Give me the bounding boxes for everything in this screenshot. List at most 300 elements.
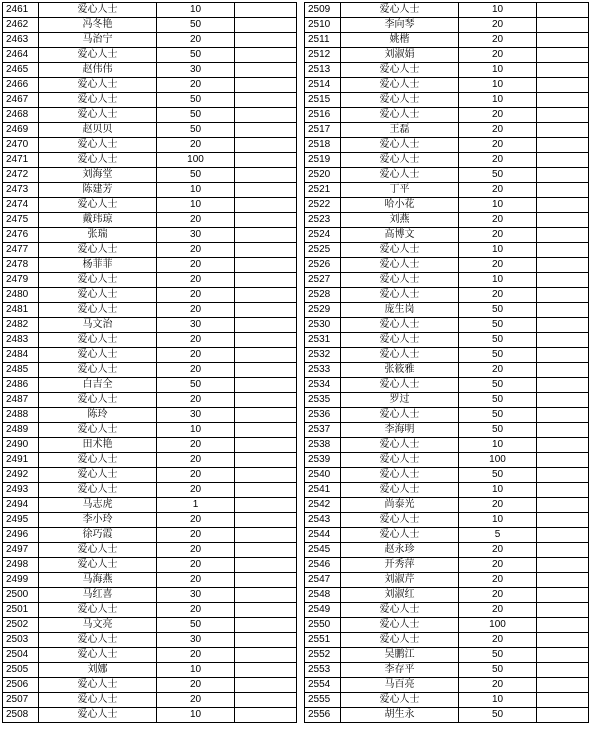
- table-row: [3, 3, 589, 18]
- remark-cell: [537, 513, 589, 528]
- row-number: 2483: [3, 333, 39, 348]
- row-number: 2488: [3, 408, 39, 423]
- table-row: [3, 138, 589, 153]
- donor-name: 爱心人士: [39, 198, 157, 213]
- remark-cell: [537, 528, 589, 543]
- donor-name: 刘淑娟: [341, 48, 459, 63]
- donation-amount: 10: [459, 513, 537, 528]
- donation-amount: 20: [157, 483, 235, 498]
- donation-amount: 5: [459, 528, 537, 543]
- column-gap: [297, 333, 305, 348]
- row-number: 2547: [305, 573, 341, 588]
- remark-cell: [537, 303, 589, 318]
- row-number: 2523: [305, 213, 341, 228]
- donation-amount: 50: [157, 618, 235, 633]
- table-row: [3, 618, 589, 633]
- row-number: 2500: [3, 588, 39, 603]
- remark-cell: [537, 93, 589, 108]
- remark-cell: [235, 483, 297, 498]
- donation-amount: 50: [459, 348, 537, 363]
- row-number: 2468: [3, 108, 39, 123]
- table-row: [3, 468, 589, 483]
- donor-name: 爱心人士: [39, 78, 157, 93]
- row-number: 2556: [305, 708, 341, 723]
- row-number: 2507: [3, 693, 39, 708]
- donation-amount: 30: [157, 63, 235, 78]
- table-row: [3, 333, 589, 348]
- remark-cell: [235, 258, 297, 273]
- row-number: 2502: [3, 618, 39, 633]
- row-number: 2546: [305, 558, 341, 573]
- donation-amount: 10: [459, 93, 537, 108]
- donation-amount: 10: [459, 63, 537, 78]
- donor-name: 爱心人士: [39, 363, 157, 378]
- donor-name: 王磊: [341, 123, 459, 138]
- donor-name: 陈建芳: [39, 183, 157, 198]
- column-gap: [297, 363, 305, 378]
- remark-cell: [235, 93, 297, 108]
- donation-amount: 20: [459, 543, 537, 558]
- table-row: [3, 348, 589, 363]
- column-gap: [297, 3, 305, 18]
- remark-cell: [235, 153, 297, 168]
- column-gap: [297, 93, 305, 108]
- donor-name: 爱心人士: [39, 288, 157, 303]
- row-number: 2550: [305, 618, 341, 633]
- row-number: 2549: [305, 603, 341, 618]
- donation-amount: 20: [157, 648, 235, 663]
- column-gap: [297, 108, 305, 123]
- remark-cell: [235, 288, 297, 303]
- column-gap: [297, 198, 305, 213]
- column-gap: [297, 123, 305, 138]
- row-number: 2528: [305, 288, 341, 303]
- remark-cell: [235, 393, 297, 408]
- row-number: 2544: [305, 528, 341, 543]
- donor-name: 开秀萍: [341, 558, 459, 573]
- remark-cell: [235, 318, 297, 333]
- table-row: [3, 258, 589, 273]
- donor-name: 庞生岗: [341, 303, 459, 318]
- column-gap: [297, 228, 305, 243]
- table-row: [3, 588, 589, 603]
- donor-name: 爱心人士: [341, 318, 459, 333]
- table-row: [3, 543, 589, 558]
- column-gap: [297, 513, 305, 528]
- row-number: 2518: [305, 138, 341, 153]
- remark-cell: [235, 363, 297, 378]
- column-gap: [297, 408, 305, 423]
- donation-amount: 20: [157, 78, 235, 93]
- remark-cell: [235, 228, 297, 243]
- donor-name: 赵贝贝: [39, 123, 157, 138]
- row-number: 2469: [3, 123, 39, 138]
- donor-name: 爱心人士: [341, 168, 459, 183]
- donation-table: [2, 2, 589, 723]
- row-number: 2494: [3, 498, 39, 513]
- row-number: 2466: [3, 78, 39, 93]
- donation-amount: 10: [459, 483, 537, 498]
- row-number: 2537: [305, 423, 341, 438]
- donor-name: 罗过: [341, 393, 459, 408]
- table-row: [3, 573, 589, 588]
- row-number: 2511: [305, 33, 341, 48]
- donor-name: 马百亮: [341, 678, 459, 693]
- row-number: 2485: [3, 363, 39, 378]
- column-gap: [297, 168, 305, 183]
- column-gap: [297, 648, 305, 663]
- donor-name: 张筱雅: [341, 363, 459, 378]
- remark-cell: [235, 648, 297, 663]
- donor-name: 徐巧霞: [39, 528, 157, 543]
- donation-amount: 20: [459, 48, 537, 63]
- donor-name: 爱心人士: [39, 678, 157, 693]
- donation-amount: 50: [459, 663, 537, 678]
- row-number: 2472: [3, 168, 39, 183]
- remark-cell: [537, 543, 589, 558]
- remark-cell: [235, 678, 297, 693]
- donation-amount: 20: [459, 258, 537, 273]
- remark-cell: [537, 393, 589, 408]
- donor-name: 爱心人士: [341, 93, 459, 108]
- table-row: [3, 528, 589, 543]
- table-row: [3, 33, 589, 48]
- donation-amount: 100: [459, 453, 537, 468]
- donation-amount: 100: [157, 153, 235, 168]
- donation-amount: 20: [459, 183, 537, 198]
- row-number: 2530: [305, 318, 341, 333]
- row-number: 2520: [305, 168, 341, 183]
- donation-amount: 20: [157, 303, 235, 318]
- row-number: 2467: [3, 93, 39, 108]
- column-gap: [297, 318, 305, 333]
- row-number: 2480: [3, 288, 39, 303]
- donor-name: 爱心人士: [39, 48, 157, 63]
- column-gap: [297, 138, 305, 153]
- row-number: 2524: [305, 228, 341, 243]
- remark-cell: [537, 333, 589, 348]
- row-number: 2505: [3, 663, 39, 678]
- donor-name: 爱心人士: [39, 273, 157, 288]
- donor-name: 爱心人士: [341, 528, 459, 543]
- table-row: [3, 93, 589, 108]
- row-number: 2498: [3, 558, 39, 573]
- remark-cell: [235, 498, 297, 513]
- table-row: [3, 228, 589, 243]
- donor-name: 爱心人士: [39, 633, 157, 648]
- donation-amount: 20: [459, 573, 537, 588]
- remark-cell: [537, 468, 589, 483]
- row-number: 2497: [3, 543, 39, 558]
- remark-cell: [235, 33, 297, 48]
- donation-amount: 50: [459, 333, 537, 348]
- donor-name: 爱心人士: [341, 273, 459, 288]
- table-row: [3, 183, 589, 198]
- donation-amount: 20: [157, 438, 235, 453]
- row-number: 2529: [305, 303, 341, 318]
- row-number: 2503: [3, 633, 39, 648]
- donation-amount: 20: [459, 18, 537, 33]
- row-number: 2474: [3, 198, 39, 213]
- donation-amount: 50: [459, 648, 537, 663]
- row-number: 2509: [305, 3, 341, 18]
- row-number: 2478: [3, 258, 39, 273]
- donor-name: 田术艳: [39, 438, 157, 453]
- donor-name: 刘淑芹: [341, 573, 459, 588]
- remark-cell: [537, 198, 589, 213]
- donation-amount: 50: [459, 393, 537, 408]
- table-row: [3, 123, 589, 138]
- remark-cell: [235, 213, 297, 228]
- row-number: 2465: [3, 63, 39, 78]
- donor-name: 爱心人士: [39, 303, 157, 318]
- donation-amount: 50: [157, 108, 235, 123]
- row-number: 2534: [305, 378, 341, 393]
- column-gap: [297, 393, 305, 408]
- row-number: 2540: [305, 468, 341, 483]
- remark-cell: [235, 468, 297, 483]
- remark-cell: [235, 408, 297, 423]
- remark-cell: [537, 288, 589, 303]
- donation-amount: 50: [459, 468, 537, 483]
- donor-name: 爱心人士: [39, 453, 157, 468]
- donor-name: 爱心人士: [39, 558, 157, 573]
- donation-amount: 10: [459, 438, 537, 453]
- row-number: 2525: [305, 243, 341, 258]
- donation-amount: 20: [459, 33, 537, 48]
- donor-name: 爱心人士: [341, 438, 459, 453]
- remark-cell: [235, 3, 297, 18]
- column-gap: [297, 273, 305, 288]
- donor-name: 爱心人士: [341, 633, 459, 648]
- row-number: 2514: [305, 78, 341, 93]
- donation-amount: 20: [157, 138, 235, 153]
- table-row: [3, 168, 589, 183]
- donor-name: 戴玮琼: [39, 213, 157, 228]
- column-gap: [297, 588, 305, 603]
- donor-name: 爱心人士: [341, 63, 459, 78]
- table-row: [3, 483, 589, 498]
- donor-name: 爱心人士: [39, 153, 157, 168]
- remark-cell: [537, 228, 589, 243]
- column-gap: [297, 663, 305, 678]
- donor-name: 爱心人士: [341, 153, 459, 168]
- column-gap: [297, 678, 305, 693]
- donor-name: 赵伟伟: [39, 63, 157, 78]
- table-row: [3, 603, 589, 618]
- remark-cell: [235, 138, 297, 153]
- donation-amount: 20: [157, 513, 235, 528]
- remark-cell: [537, 633, 589, 648]
- donation-amount: 20: [459, 363, 537, 378]
- donation-amount: 20: [459, 558, 537, 573]
- row-number: 2496: [3, 528, 39, 543]
- remark-cell: [235, 588, 297, 603]
- donation-amount: 50: [459, 423, 537, 438]
- remark-cell: [235, 708, 297, 723]
- donation-amount: 20: [157, 468, 235, 483]
- donation-amount: 20: [157, 573, 235, 588]
- remark-cell: [537, 183, 589, 198]
- donor-name: 爱心人士: [39, 243, 157, 258]
- row-number: 2487: [3, 393, 39, 408]
- donation-amount: 10: [459, 273, 537, 288]
- donor-name: 爱心人士: [39, 423, 157, 438]
- donor-name: 高博文: [341, 228, 459, 243]
- remark-cell: [537, 648, 589, 663]
- row-number: 2504: [3, 648, 39, 663]
- donor-name: 爱心人士: [341, 3, 459, 18]
- remark-cell: [235, 573, 297, 588]
- donor-name: 马红喜: [39, 588, 157, 603]
- donor-name: 尚泰光: [341, 498, 459, 513]
- donor-name: 爱心人士: [341, 603, 459, 618]
- donor-name: 爱心人士: [341, 513, 459, 528]
- donation-amount: 20: [459, 588, 537, 603]
- remark-cell: [537, 168, 589, 183]
- row-number: 2493: [3, 483, 39, 498]
- row-number: 2543: [305, 513, 341, 528]
- donation-amount: 50: [157, 93, 235, 108]
- remark-cell: [235, 618, 297, 633]
- remark-cell: [537, 603, 589, 618]
- donation-amount: 20: [157, 33, 235, 48]
- donor-name: 陈玲: [39, 408, 157, 423]
- column-gap: [297, 378, 305, 393]
- row-number: 2539: [305, 453, 341, 468]
- remark-cell: [537, 348, 589, 363]
- row-number: 2536: [305, 408, 341, 423]
- donation-amount: 10: [459, 3, 537, 18]
- donation-amount: 20: [157, 258, 235, 273]
- column-gap: [297, 63, 305, 78]
- donation-amount: 50: [459, 318, 537, 333]
- donation-amount: 30: [157, 228, 235, 243]
- table-row: [3, 18, 589, 33]
- remark-cell: [537, 48, 589, 63]
- remark-cell: [537, 138, 589, 153]
- donation-amount: 50: [157, 48, 235, 63]
- remark-cell: [537, 438, 589, 453]
- remark-cell: [537, 108, 589, 123]
- remark-cell: [537, 123, 589, 138]
- donation-amount: 50: [157, 378, 235, 393]
- remark-cell: [537, 318, 589, 333]
- donor-name: 爱心人士: [341, 258, 459, 273]
- table-row: [3, 498, 589, 513]
- row-number: 2462: [3, 18, 39, 33]
- donor-name: 丁平: [341, 183, 459, 198]
- table-row: [3, 558, 589, 573]
- row-number: 2490: [3, 438, 39, 453]
- row-number: 2495: [3, 513, 39, 528]
- donor-name: 爱心人士: [39, 333, 157, 348]
- donation-amount: 20: [459, 213, 537, 228]
- row-number: 2519: [305, 153, 341, 168]
- column-gap: [297, 498, 305, 513]
- table-row: [3, 108, 589, 123]
- table-row: [3, 153, 589, 168]
- row-number: 2482: [3, 318, 39, 333]
- donor-name: 爱心人士: [39, 138, 157, 153]
- column-gap: [297, 618, 305, 633]
- row-number: 2554: [305, 678, 341, 693]
- donation-amount: 20: [459, 633, 537, 648]
- row-number: 2470: [3, 138, 39, 153]
- remark-cell: [235, 273, 297, 288]
- row-number: 2464: [3, 48, 39, 63]
- column-gap: [297, 423, 305, 438]
- donation-amount: 1: [157, 498, 235, 513]
- row-number: 2541: [305, 483, 341, 498]
- table-row: [3, 423, 589, 438]
- remark-cell: [235, 693, 297, 708]
- donor-name: 爱心人士: [341, 483, 459, 498]
- donor-name: 张瑞: [39, 228, 157, 243]
- column-gap: [297, 603, 305, 618]
- donation-amount: 20: [157, 528, 235, 543]
- table-row: [3, 678, 589, 693]
- column-gap: [297, 708, 305, 723]
- remark-cell: [235, 333, 297, 348]
- remark-cell: [537, 3, 589, 18]
- column-gap: [297, 33, 305, 48]
- donor-name: 马志虎: [39, 498, 157, 513]
- donation-amount: 20: [157, 363, 235, 378]
- row-number: 2499: [3, 573, 39, 588]
- row-number: 2510: [305, 18, 341, 33]
- remark-cell: [235, 183, 297, 198]
- donation-amount: 20: [459, 288, 537, 303]
- remark-cell: [537, 483, 589, 498]
- donation-amount: 20: [157, 453, 235, 468]
- donation-amount: 50: [459, 408, 537, 423]
- table-row: [3, 78, 589, 93]
- row-number: 2471: [3, 153, 39, 168]
- remark-cell: [235, 558, 297, 573]
- remark-cell: [537, 18, 589, 33]
- remark-cell: [235, 438, 297, 453]
- donation-amount: 50: [459, 708, 537, 723]
- donation-amount: 30: [157, 588, 235, 603]
- table-row: [3, 663, 589, 678]
- remark-cell: [537, 708, 589, 723]
- donor-name: 刘娜: [39, 663, 157, 678]
- row-number: 2517: [305, 123, 341, 138]
- donor-name: 爱心人士: [39, 3, 157, 18]
- remark-cell: [537, 153, 589, 168]
- row-number: 2532: [305, 348, 341, 363]
- row-number: 2486: [3, 378, 39, 393]
- remark-cell: [235, 78, 297, 93]
- donor-name: 爱心人士: [39, 648, 157, 663]
- donation-amount: 20: [459, 678, 537, 693]
- donor-name: 赵永珍: [341, 543, 459, 558]
- column-gap: [297, 483, 305, 498]
- row-number: 2475: [3, 213, 39, 228]
- donor-name: 爱心人士: [341, 453, 459, 468]
- table-row: [3, 198, 589, 213]
- donor-name: 爱心人士: [39, 393, 157, 408]
- remark-cell: [235, 348, 297, 363]
- donation-amount: 20: [157, 273, 235, 288]
- donor-name: 马文治: [39, 318, 157, 333]
- donor-name: 杨菲菲: [39, 258, 157, 273]
- row-number: 2553: [305, 663, 341, 678]
- row-number: 2508: [3, 708, 39, 723]
- donation-amount: 30: [157, 408, 235, 423]
- row-number: 2535: [305, 393, 341, 408]
